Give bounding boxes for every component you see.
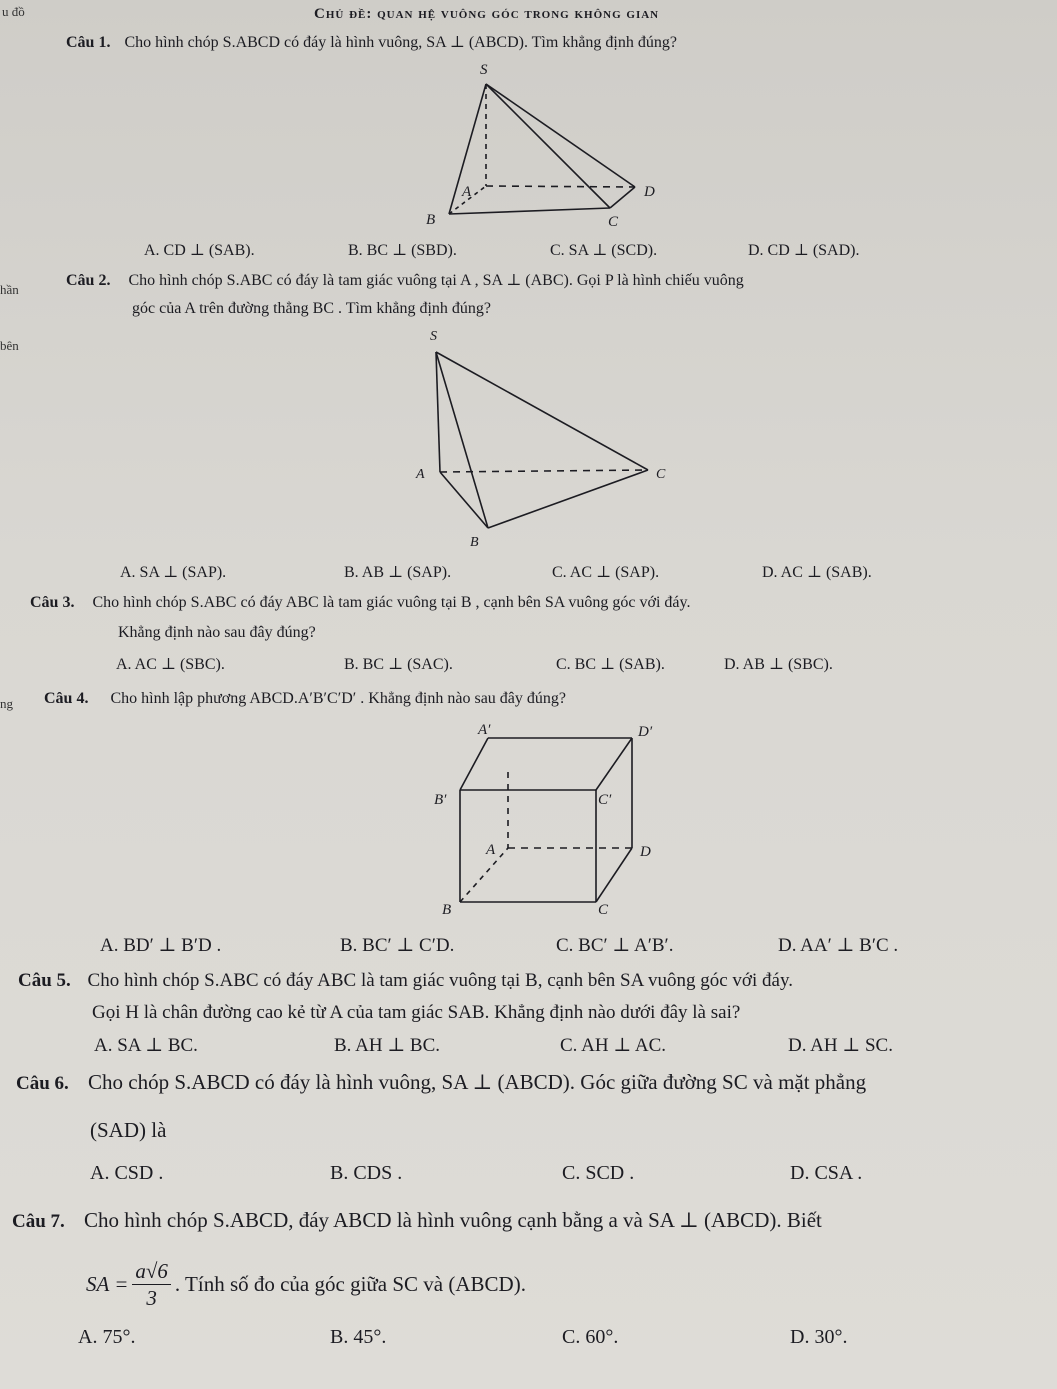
option-b: B. 45°.: [330, 1326, 387, 1348]
edge-SC: [436, 352, 648, 470]
question-7: [12, 1208, 822, 1233]
option-a: A. AC ⊥ (SBC).: [116, 656, 225, 673]
question-text: Cho hình chóp S.ABC có đáy ABC là tam giác vuông tại B , cạnh bên SA vuông góc với đáy.: [92, 594, 691, 611]
option-a: A. SA ⊥ BC.: [94, 1035, 198, 1056]
edge-SD: [486, 84, 635, 187]
question-text-line2: (SAD) là: [90, 1118, 167, 1142]
option-c: C. SCD .: [562, 1162, 635, 1184]
option-a: A. BD′ ⊥ B′D .: [100, 935, 222, 956]
page-title: Chủ đề: quan hệ vuông góc trong không gian: [314, 6, 660, 22]
option-b: B. AB ⊥ (SAP).: [344, 564, 452, 581]
margin-note: ng: [0, 696, 13, 711]
option-c: C. BC′ ⊥ A′B′.: [556, 935, 674, 956]
question-label: Câu 2.: [66, 272, 111, 289]
question-formula-line: [86, 1258, 526, 1311]
question-label: Câu 3.: [30, 594, 75, 611]
vertex-label: C′: [598, 792, 612, 808]
question-text: Cho hình lập phương ABCD.A′B′C′D′ . Khẳng định nào sau đây đúng?: [110, 690, 567, 707]
edge-SA: [436, 352, 440, 472]
edge-D1C1: [596, 738, 632, 790]
vertex-label: S: [480, 62, 488, 78]
question-label: Câu 6.: [16, 1073, 69, 1094]
edge-AB: [460, 848, 508, 902]
pyramid-figure-2: [400, 322, 700, 552]
vertex-label: D: [640, 844, 651, 860]
fraction-denominator: 3: [146, 1286, 157, 1310]
vertex-label: C: [656, 467, 666, 482]
option-c: C. AC ⊥ (SAP).: [552, 564, 660, 581]
formula-lhs: SA =: [86, 1272, 129, 1296]
vertex-label: D: [644, 184, 655, 200]
edge-BC: [449, 208, 610, 214]
cube-figure: [420, 722, 680, 922]
question-text: Cho chóp S.ABCD có đáy là hình vuông, SA ⊥ (ABCD). Góc giữa đường SC và mặt phẳng: [88, 1070, 867, 1094]
question-text: Cho hình chóp S.ABC có đáy ABC là tam giác vuông tại B, cạnh bên SA vuông góc với đáy.: [87, 970, 793, 991]
option-b: B. BC′ ⊥ C′D.: [340, 935, 455, 956]
question-4: [44, 690, 566, 708]
vertex-label: S: [430, 329, 437, 344]
vertex-label: A: [416, 467, 425, 482]
question-3: [30, 594, 690, 612]
vertex-label: C: [608, 214, 619, 230]
fraction-numerator: a√6: [132, 1258, 171, 1285]
pyramid-figure-1: [400, 56, 700, 236]
vertex-label: D′: [638, 724, 653, 740]
edge-SC: [486, 84, 610, 208]
question-label: Câu 5.: [18, 970, 71, 991]
option-d: D. CD ⊥ (SAD).: [748, 242, 860, 259]
option-a: A. CD ⊥ (SAB).: [144, 242, 255, 259]
option-d: D. AB ⊥ (SBC).: [724, 656, 833, 673]
option-d: D. AA′ ⊥ B′C .: [778, 935, 899, 956]
vertex-label: A: [486, 842, 496, 858]
option-d: D. CSA .: [790, 1162, 863, 1184]
option-a: A. 75°.: [78, 1326, 136, 1348]
option-c: C. 60°.: [562, 1326, 619, 1348]
option-c: C. AH ⊥ AC.: [560, 1035, 667, 1056]
option-a: A. CSD .: [90, 1162, 164, 1184]
option-b: B. AH ⊥ BC.: [334, 1035, 441, 1056]
question-text-line2: Gọi H là chân đường cao kẻ từ A của tam giác SAB. Khẳng định nào dưới đây là sai?: [92, 1002, 741, 1023]
margin-note: hần: [0, 282, 19, 297]
margin-note: bên: [0, 338, 19, 353]
option-d: D. AC ⊥ (SAB).: [762, 564, 872, 581]
question-label: Câu 1.: [66, 34, 111, 51]
edge-CD: [610, 187, 635, 208]
question-text: Cho hình chóp S.ABCD có đáy là hình vuông, SA ⊥ (ABCD). Tìm khẳng định đúng?: [124, 34, 677, 51]
option-c: C. BC ⊥ (SAB).: [556, 656, 665, 673]
option-d: D. AH ⊥ SC.: [788, 1035, 893, 1056]
question-text: Cho hình chóp S.ABCD, đáy ABCD là hình vuông cạnh bằng a và SA ⊥ (ABCD). Biết: [84, 1208, 822, 1232]
edge-AB: [440, 472, 488, 528]
vertex-label: A′: [478, 722, 491, 738]
question-1: [66, 32, 677, 52]
option-b: B. BC ⊥ (SBD).: [348, 242, 457, 259]
vertex-label: C: [598, 902, 609, 918]
option-d: D. 30°.: [790, 1326, 848, 1348]
question-2: [66, 270, 744, 290]
fraction: [132, 1258, 171, 1311]
edge-SB: [436, 352, 488, 528]
option-b: B. CDS .: [330, 1162, 403, 1184]
question-text: Cho hình chóp S.ABC có đáy là tam giác vuông tại A , SA ⊥ (ABC). Gọi P là hình chiếu vuông: [128, 272, 744, 289]
edge-BC: [488, 470, 648, 528]
option-b: B. BC ⊥ (SAC).: [344, 656, 453, 673]
question-6: [16, 1070, 866, 1095]
question-label: Câu 4.: [44, 690, 89, 707]
vertex-label: B: [470, 535, 479, 550]
vertex-label: A: [462, 184, 472, 200]
question-text-line2: góc của A trên đường thẳng BC . Tìm khẳng định đúng?: [132, 300, 492, 317]
edge-A1B1: [460, 738, 488, 790]
question-5: [18, 970, 793, 992]
vertex-label: B: [426, 212, 436, 228]
question-label: Câu 7.: [12, 1211, 65, 1232]
vertex-label: B′: [434, 792, 447, 808]
margin-note: u đồ: [2, 4, 25, 19]
option-c: C. SA ⊥ (SCD).: [550, 242, 658, 259]
question-text-line2: . Tính số đo của góc giữa SC và (ABCD).: [174, 1272, 526, 1296]
edge-AD: [486, 186, 635, 187]
vertex-label: B: [442, 902, 452, 918]
option-a: A. SA ⊥ (SAP).: [120, 564, 227, 581]
edge-CD: [596, 848, 632, 902]
question-text-line2: Khẳng định nào sau đây đúng?: [118, 624, 316, 641]
